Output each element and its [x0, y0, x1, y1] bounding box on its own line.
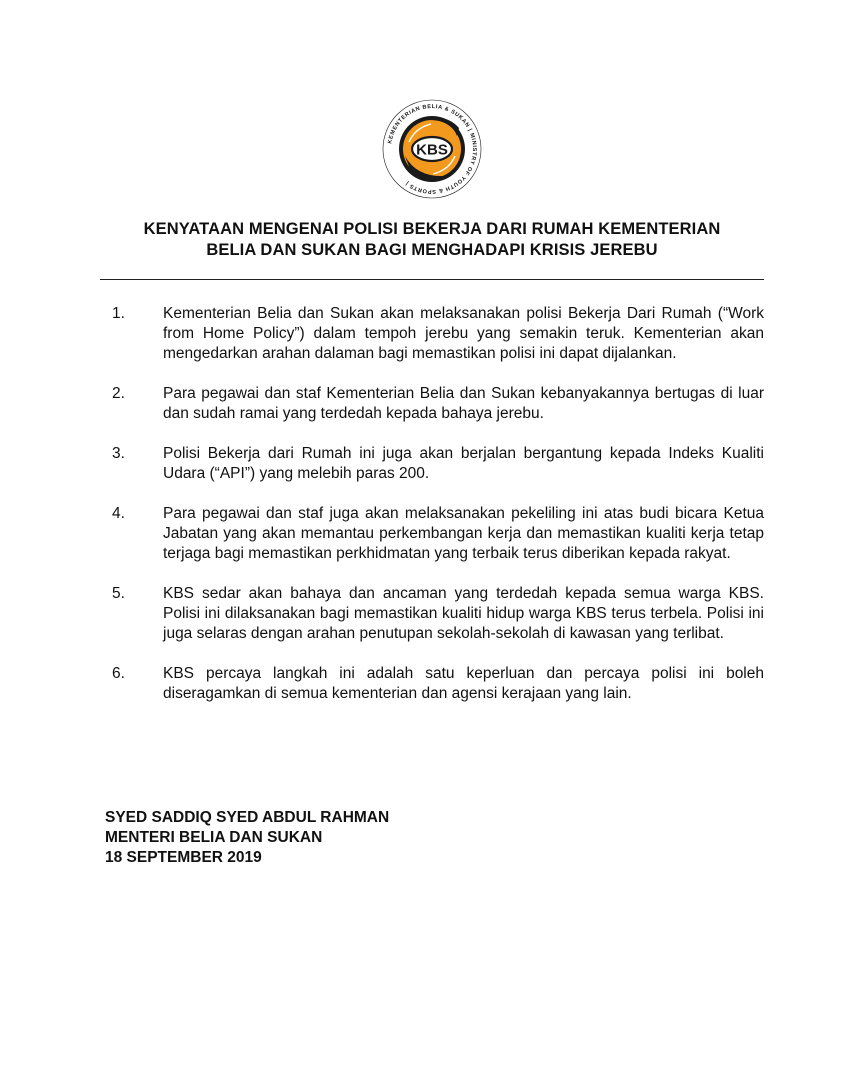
item-text: Para pegawai dan staf Kementerian Belia dan Sukan kebanyakannya bertugas di luar dan sudah ramai yang terdedah kepada bahaya jerebu. — [163, 385, 764, 422]
list-item — [100, 584, 764, 644]
title-line-2: BELIA DAN SUKAN BAGI MENGHADAPI KRISIS JEREBU — [206, 241, 658, 259]
list-item — [100, 444, 764, 484]
list-item — [100, 504, 764, 564]
item-number: 6. — [112, 665, 125, 682]
kbs-logo-emblem — [381, 98, 483, 200]
document-title — [100, 219, 764, 261]
item-text: Polisi Bekerja dari Rumah ini juga akan berjalan bergantung kepada Indeks Kualiti Udara (“API”) yang melebih paras 200. — [163, 445, 764, 482]
item-number: 4. — [112, 505, 125, 522]
item-number: 2. — [112, 385, 125, 402]
logo-ring-text: KEMENTERIAN BELIA & SUKAN | MINISTRY OF YOUTH & SPORTS | — [387, 103, 478, 195]
item-number: 1. — [112, 305, 125, 322]
signature-block — [105, 808, 389, 868]
item-text: KBS sedar akan bahaya dan ancaman yang terdedah kepada semua warga KBS. Polisi ini dilaksanakan bagi memastikan kualiti hidup warga KBS terus terbela. Polisi ini juga selaras dengan arahan penutupan sekolah-sekolah di kawasan yang terlibat. — [163, 585, 764, 642]
list-item — [100, 304, 764, 364]
item-text: Kementerian Belia dan Sukan akan melaksanakan polisi Bekerja Dari Rumah (“Work from Home Policy”) dalam tempoh jerebu yang semakin teruk. Kementerian akan mengedarkan arahan dalaman bagi memastikan polisi ini dapat dijalankan. — [163, 305, 764, 362]
item-text: Para pegawai dan staf juga akan melaksanakan pekeliling ini atas budi bicara Ketua Jabatan yang akan memantau perkembangan kerja dan memastikan kualiti kerja tetap terjaga bagi memastikan perkhidmatan yang terbaik terus diberikan kepada rakyat. — [163, 505, 764, 562]
item-text: KBS percaya langkah ini adalah satu keperluan dan percaya polisi ini boleh diseragamkan di semua kementerian dan agensi kerajaan yang lain. — [163, 665, 764, 702]
title-line-1: KENYATAAN MENGENAI POLISI BEKERJA DARI RUMAH KEMENTERIAN — [143, 220, 721, 238]
list-item — [100, 664, 764, 704]
signatory-name: SYED SADDIQ SYED ABDUL RAHMAN — [105, 809, 390, 826]
list-item — [100, 384, 764, 424]
statement-date: 18 SEPTEMBER 2019 — [105, 849, 262, 866]
item-number: 5. — [112, 585, 125, 602]
logo-initials: KBS — [416, 141, 448, 159]
kbs-logo — [381, 98, 483, 200]
title-divider — [100, 279, 764, 280]
statement-list — [100, 304, 764, 724]
item-number: 3. — [112, 445, 125, 462]
signatory-position: MENTERI BELIA DAN SUKAN — [105, 829, 323, 846]
